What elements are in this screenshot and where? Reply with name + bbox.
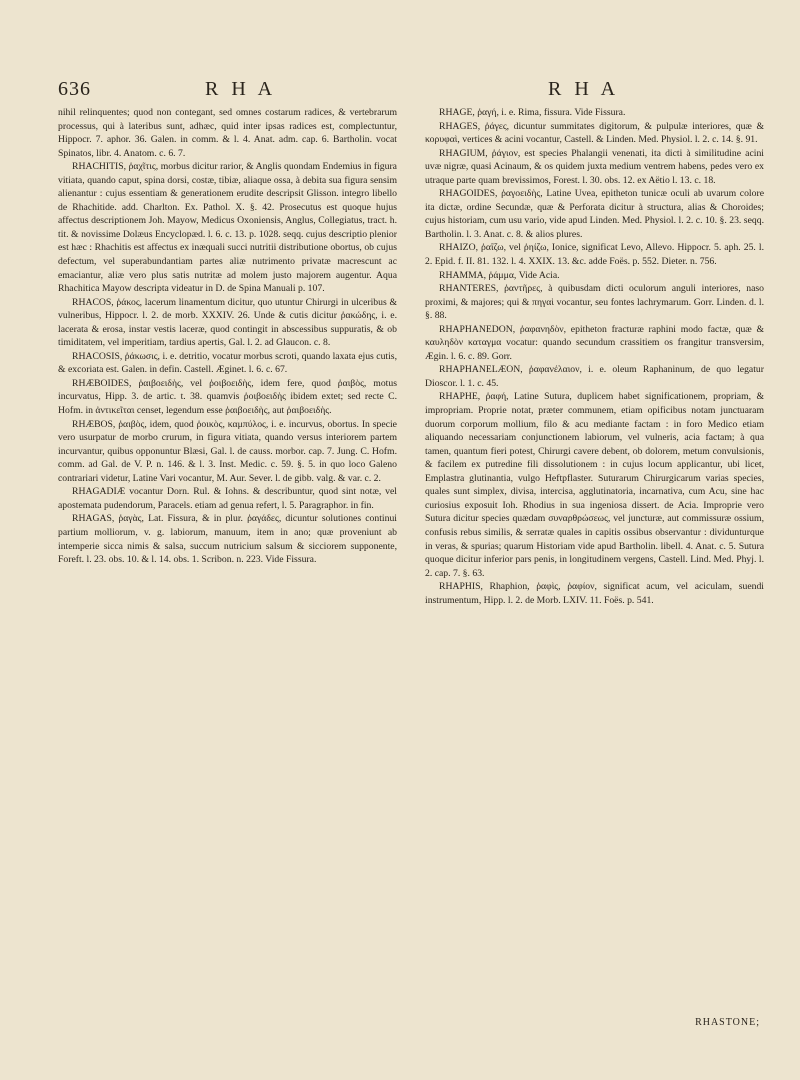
- right-entry: RHAGE, ῥαγή, i. e. Rima, fissura. Vide Fissura.: [439, 107, 626, 118]
- right-entry: RHAPHANELÆON, ῥαφανέλαιον, i. e. oleum Raphaninum, de quo legatur Dioscor. l. 1. c. 45.: [425, 364, 764, 389]
- right-entry: RHAGOIDES, ῥαγοειδὴς, Latine Uvea, epitheton tunicæ oculi ab uvarum colore ita dictæ, ordine Secundæ, quæ & Perforata dicitur à structura, alias & Choroides; cujus historiam, cum usu vario, vide apud Linden. Med. Physiol. l. 2. c. 10. §. 23. seqq. Bartholin. l. 3. Anat. c. 8. & alios plures.: [425, 188, 764, 240]
- right-entry: RHAPHIS, Rhaphion, ῥαφὶς, ῥαφίον, significat acum, vel aciculam, suendi instrumentum, Hipp. l. 2. de Morb. LXIV. 11. Foës. p. 541.: [425, 581, 764, 606]
- left-column: [58, 106, 397, 1046]
- right-entry: RHAMMA, ῥάμμα, Vide Acia.: [439, 269, 560, 281]
- page-number: 636: [58, 78, 91, 100]
- right-entry: RHAIZO, ῥαΐζω, vel ῥηίζω, Ionice, significat Levo, Allevo. Hippocr. 5. aph. 25. l. 2. Epid. f. II. 81. 132. l. 4. XXIX. 13. &c. adde Foës. p. 552. Dieter. n. 756.: [425, 242, 764, 268]
- right-entry: RHAGIUM, ῥάγιον, est species Phalangii venenati, ita dicti à similitudine acini uvæ nigræ, quasi Acinaum, & os quidem juxta medium ventrem habens, pedes vero ex utraque parte quam brevissimos, Forest. l. 30. obs. 12. ex Aëtio l. 13. c. 18.: [425, 147, 764, 186]
- right-entry: RHAPHANEDON, ῥαφανηδὸν, epitheton fracturæ raphini modo factæ, quæ & καυληδὸν καταγμα vocatur: quando secundum crassitiem os frangitur transversim, Ægin. l. 6. c. 89. Gorr.: [425, 323, 764, 362]
- left-entry: RHÆBOIDES, ῥαιβοειδὴς, vel ῥοιβοειδὴς, idem fere, quod ῥαιβὸς, motus incurvatus, Hipp. 3. de artic. t. 38. quamvis ῥοιβοειδὴς ibidem extet; sed recte C. Hofm. in ἀντικεῖται censet, legendum esse ῥαιβοειδὴς, aut ῥαιβοειδὴς.: [58, 377, 397, 417]
- left-entry: nihil relinquentes; quod non contegant, sed omnes costarum radices, & vertebrarum processus, qui à lateribus sunt, adhæc, quid inter ipsas radices est, complectuntur, Hippocr. 7. aphor. 36. Galen. in comm. & l. 4. Anat. adm. cap. 6. Bartholin. vocat Spinatos, libr. 4. Anatom. c. 6. 7.: [58, 107, 397, 159]
- left-entry: RHACOS, ῥάκος, lacerum linamentum dicitur, quo utuntur Chirurgi in ulceribus & vulneribus, Hippocr. l. 2. de morb. XXXIV. 26. Unde & cutis dicitur ῥακώδης, i. e. lacerata & erosa, instar vestis laceræ, quod contingit in abscessibus suppuratis, & ob timiditatem, vel imperitiam, tardius apertis, Gal. l. 2. ad Glaucon. c. 8.: [58, 296, 397, 349]
- right-entry: RHAGES, ῥάγες, dicuntur summitates digitorum, & pulpulæ interiores, quæ & κορυφαὶ, vertices & acini vocantur, Castell. & Linden. Med. Physiol. l. 2. c. 14. §. 91.: [425, 120, 764, 146]
- left-entry: RHACHITIS, ῥαχῖτις, morbus dicitur rarior, & Anglis quondam Endemius in figura vitiata, quando caput, spina dorsi, costæ, tibiæ, aliaque ossa, à debita sua figura sensim alienantur : cujus essentiam & generationem erudite descripsit Glisson. integro libello de Rhachitide. add. Charlton. Ex. Pathol. X. §. 42. Prosecutus est quoque hujus affectus descriptionem Joh. Mayow, Medicus Oxoniensis, Anglus, Collegiatus, tract. h. tit. & novissime Dolæus Encyclopæd. l. 6. c. 13. p. 1028. seqq. cujus descriptio plenior est hæc : Rhachitis est affectus ex inæquali succi nutritii distributione obortus, ob cujus defectum, vel superabundantiam partes aliæ nutrimento privatæ macrescunt ac emaciantur, aliæ vero plus satis nutritæ ad molem justo majorem augentur. Aqua Rhachitica Mayow descripta videatur in D. de Spina Manuali p. 107.: [58, 161, 397, 295]
- running-head-right: R H A: [548, 78, 620, 100]
- left-entry: RHAGADIÆ vocantur Dorn. Rul. & Iohns. & describuntur, quod sint notæ, vel apostemata pudendorum, Paracels. etiam ad genua refert, l. 5. Paragraphor. in fin.: [58, 486, 397, 511]
- running-head-left: R H A: [205, 78, 277, 100]
- right-entry: RHANTERES, ῥαντῆρες, à quibusdam dicti oculorum anguli interiores, naso proximi, & majores; qui & πηγαὶ vocantur, seu fontes lachrymarum. Gorr. Linden. d. l. §. 88.: [425, 283, 764, 322]
- catchword: RHASTONE;: [695, 1017, 760, 1028]
- right-column: [425, 106, 764, 1046]
- left-entry: RHACOSIS, ῥάκωσις, i. e. detritio, vocatur morbus scroti, quando laxata ejus cutis, & excoriata est. Galen. in defin. Castell. Æginet. l. 6. c. 67.: [58, 350, 397, 376]
- left-entry: RHÆBOS, ῥαιβὸς, idem, quod ῥοικὸς, καμπύλος, i. e. incurvus, obortus. In specie vero usurpatur de morbo crurum, in figura vitiata, quando versus interiorem partem incurvantur, quibus opponuntur Blæsi, Gal. l. de causs. morbor. cap. 7. Jung. C. Hofm. comm. ad Gal. de V. P. n. 146. & l. 3. Inst. Medic. c. 59. §. 5. in quo loco Galeno contrariari videtur, Latine Vari vocantur, M. Aur. Sever. l. de gibb. valg. & var. c. 2.: [58, 418, 397, 484]
- left-entry: RHAGAS, ῥαγὰς, Lat. Fissura, & in plur. ῥαγάδες, dicuntur solutiones continui partium molliorum, v. g. labiorum, manuum, item in ano; quæ proveniunt ab intemperie sicca nimis & salsa, succum nutricium salsum & sicciorem supponente, Foreft. l. 23. obs. 10. & l. 14. obs. 1. Scribon. n. 223. Vide Fissura.: [58, 513, 397, 566]
- right-entry: RHAPHE, ῥαφή, Latine Sutura, duplicem habet significationem, propriam, & impropriam. Proprie notat, præter communem, etiam opificibus notam junctuaram duorum corporum mollium, filo & acu mediante factam : in foro Medico etiam aliquando necessariam conjunctionem labiorum, vel vulneris, acia factam; à qua tamen, quantum fieri potest, Chirurgi cavere debent, ob dolorem, metum convulsionis, & facilem ex putredine fili dissolutionem : in cujus locum applicantur, ubi licet, Emplastra glutinantia, vulgo Heftpflaster. Suturarum Chirurgicarum varias species, quales sunt simplex, divisa, intercisa, agglutinatoria, incarnativa, cum Acu, sine hac curiosius exposuit Ioh. Rhodius in sua ingeniosa dissert. de Acia. Improprie vero Sutura dicitur species quædam συναρθρώσεως, vel juncturæ, aut commissuræ ossium, confusis rebus similis, & serratæ quales in capitis ossibus observantur : dividunturque in veras, & spurias; quarum Historiam vide apud Bartholin. libell. 4. Anat. c. 5. Sutura quoque dicitur inferior pars penis, in longitudinem vergens, Castell. Lind. Med. Phyj. l. 2. cap. 7. §. 63.: [425, 391, 764, 579]
- text-columns: [58, 106, 764, 1046]
